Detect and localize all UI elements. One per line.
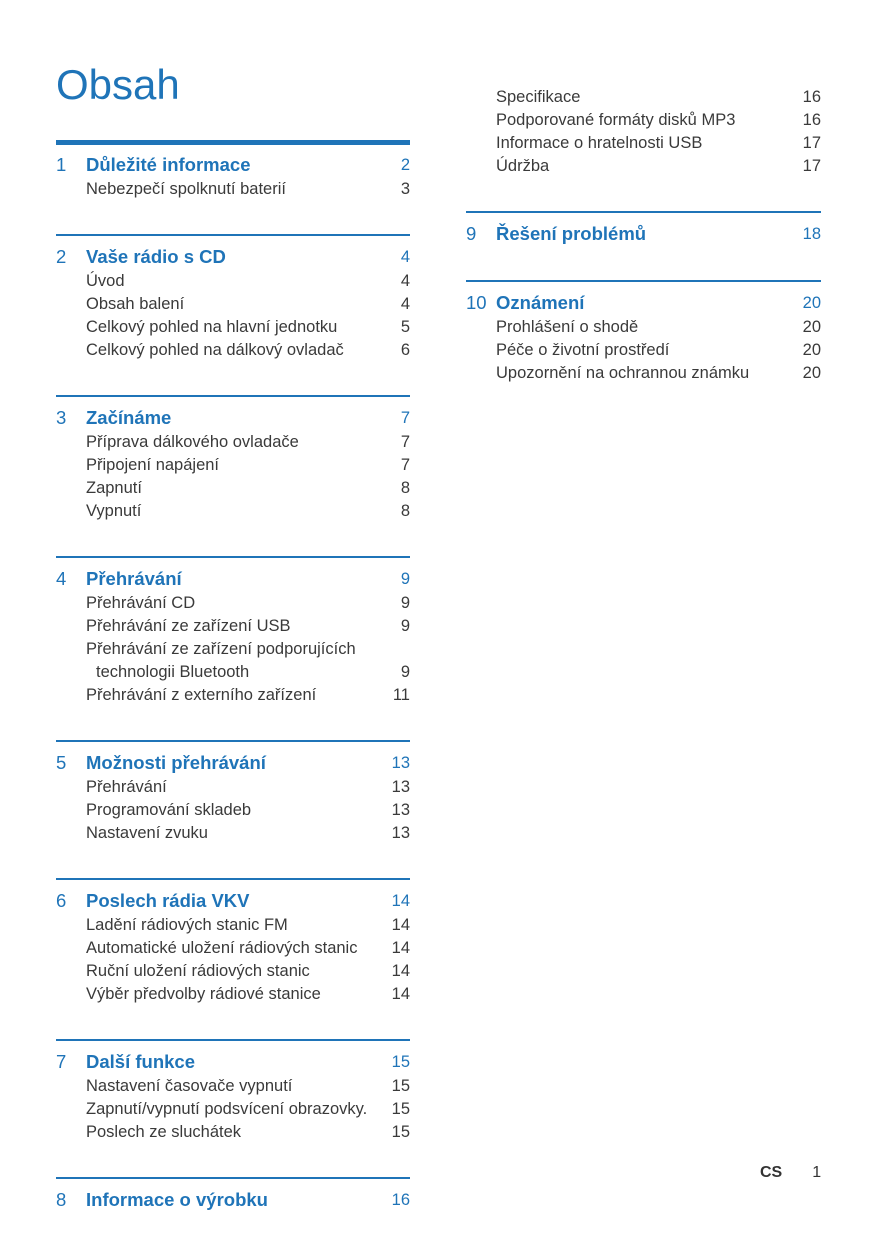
toc-entry-page: 11 <box>392 686 410 704</box>
chapter-title: Důležité informace <box>86 154 251 175</box>
toc-entry-label <box>86 592 376 615</box>
toc-entry-text: Údržba <box>496 157 550 175</box>
toc-entry-label <box>496 86 787 109</box>
toc-entry-label <box>86 178 376 201</box>
toc-entry-text: Ladění rádiových stanic FM <box>86 916 288 934</box>
toc-entry-page: 8 <box>400 479 410 497</box>
toc-entry-label <box>86 1121 376 1144</box>
toc-entry[interactable] <box>56 431 410 454</box>
toc-entry[interactable] <box>56 1098 410 1121</box>
toc-entry[interactable] <box>56 500 410 523</box>
toc-entry-page: 15 <box>391 1123 410 1141</box>
toc-chapter-heading[interactable] <box>56 750 410 776</box>
toc-section <box>56 878 410 1006</box>
chapter-page: 2 <box>400 156 410 174</box>
toc-entry-label <box>496 132 787 155</box>
chapter-title: Informace o výrobku <box>86 1189 268 1210</box>
toc-entry-label <box>496 362 787 385</box>
chapter-number: 5 <box>56 752 67 773</box>
toc-entry-page: 14 <box>391 962 410 980</box>
chapter-title: Poslech rádia VKV <box>86 890 250 911</box>
toc-entry-label <box>86 270 376 293</box>
toc-entry-label <box>86 615 376 638</box>
toc-entry-text: Zapnutí <box>86 479 142 497</box>
toc-chapter-heading[interactable] <box>56 888 410 914</box>
toc-entry-label <box>496 155 787 178</box>
toc-entry-page: 4 <box>400 295 410 313</box>
chapter-page: 15 <box>391 1053 410 1071</box>
toc-entry-page: 20 <box>802 341 821 359</box>
chapter-number: 9 <box>466 223 477 244</box>
toc-entry[interactable] <box>56 592 410 615</box>
page-title: Obsah <box>56 61 180 108</box>
toc-entry-text: Zapnutí/vypnutí podsvícení obrazovky. <box>86 1100 368 1118</box>
toc-entry-text: Přehrávání <box>86 778 167 796</box>
chapter-title: Další funkce <box>86 1051 195 1072</box>
chapter-page: 18 <box>802 225 821 243</box>
toc-section <box>466 280 821 385</box>
toc-section <box>56 140 410 201</box>
toc-entry[interactable] <box>56 293 410 316</box>
toc-entry-label <box>496 316 787 339</box>
toc-entry-page: 7 <box>400 456 410 474</box>
toc-entry-text: Podporované formáty disků MP3 <box>496 111 736 129</box>
toc-entry-text: Vypnutí <box>86 502 142 520</box>
toc-entry[interactable] <box>466 109 821 132</box>
chapter-page: 16 <box>391 1191 410 1209</box>
toc-entry-text: Programování skladeb <box>86 801 252 819</box>
toc-chapter-heading[interactable] <box>466 290 821 316</box>
toc-chapter-heading[interactable] <box>56 1187 410 1213</box>
toc-entry-page: 13 <box>391 778 410 796</box>
toc-entry-page: 15 <box>391 1100 410 1118</box>
toc-entry-label <box>86 638 376 684</box>
toc-entry-page: 3 <box>400 180 410 198</box>
chapter-page: 7 <box>400 409 410 427</box>
toc-chapter-heading[interactable] <box>56 244 410 270</box>
chapter-title: Oznámení <box>496 292 585 313</box>
chapter-number: 2 <box>56 246 67 267</box>
toc-right-column <box>466 86 821 418</box>
toc-section <box>466 211 821 247</box>
toc-entry[interactable] <box>56 1075 410 1098</box>
toc-entry-text: Celkový pohled na hlavní jednotku <box>86 318 338 336</box>
toc-entry-label <box>86 1075 376 1098</box>
chapter-page: 20 <box>802 294 821 312</box>
toc-entry-page: 15 <box>391 1077 410 1095</box>
toc-entry[interactable] <box>56 799 410 822</box>
toc-entry-label <box>496 339 787 362</box>
toc-entry-text: Přehrávání z externího zařízení <box>86 686 317 704</box>
chapter-page: 9 <box>400 570 410 588</box>
toc-entry-page: 4 <box>400 272 410 290</box>
toc-entry-text: Informace o hratelnosti USB <box>496 134 703 152</box>
toc-entry-label <box>86 454 376 477</box>
toc-entry-page: 8 <box>400 502 410 520</box>
toc-section <box>56 740 410 845</box>
toc-chapter-heading[interactable] <box>466 221 821 247</box>
chapter-number: 7 <box>56 1051 67 1072</box>
toc-entry[interactable] <box>466 362 821 385</box>
toc-chapter-heading[interactable] <box>56 405 410 431</box>
toc-entry-page: 6 <box>400 341 410 359</box>
toc-entry-text: Obsah balení <box>86 295 185 313</box>
toc-entry-label <box>86 914 376 937</box>
toc-entry-text: Připojení napájení <box>86 456 220 474</box>
toc-entry-text: Upozornění na ochrannou známku <box>496 364 750 382</box>
toc-entry-label <box>86 1098 376 1121</box>
toc-entry[interactable] <box>56 339 410 362</box>
toc-entry-text: Příprava dálkového ovladače <box>86 433 299 451</box>
toc-section <box>56 234 410 362</box>
toc-entry-page: 7 <box>400 433 410 451</box>
toc-entry-text: Nastavení časovače vypnutí <box>86 1077 293 1095</box>
chapter-number: 1 <box>56 154 67 175</box>
toc-entry-page: 20 <box>802 318 821 336</box>
toc-entry-label <box>496 109 787 132</box>
toc-entry[interactable] <box>56 960 410 983</box>
toc-chapter-heading[interactable] <box>56 1049 410 1075</box>
chapter-title: Přehrávání <box>86 568 182 589</box>
toc-entry-page: 9 <box>400 617 410 635</box>
toc-entry-label <box>86 776 376 799</box>
toc-entry-page: 16 <box>802 111 821 129</box>
chapter-page: 14 <box>391 892 410 910</box>
toc-entry-text: Úvod <box>86 272 125 290</box>
toc-entry[interactable] <box>466 155 821 178</box>
page-number: 1 <box>812 1164 822 1181</box>
toc-entry[interactable] <box>466 316 821 339</box>
toc-entry-label <box>86 799 376 822</box>
toc-entry-label <box>86 684 376 707</box>
toc-chapter-heading[interactable] <box>56 566 410 592</box>
toc-entry-page: 16 <box>802 88 821 106</box>
toc-left-column <box>56 140 410 1246</box>
toc-entry-text: Přehrávání CD <box>86 594 196 612</box>
toc-entry-label <box>86 431 376 454</box>
toc-entry[interactable] <box>56 1121 410 1144</box>
toc-entry-page: 14 <box>391 939 410 957</box>
chapter-number: 10 <box>466 292 487 313</box>
toc-entry-page: 5 <box>400 318 410 336</box>
chapter-number: 8 <box>56 1189 67 1210</box>
chapter-page: 13 <box>391 754 410 772</box>
toc-entry-page: 14 <box>391 916 410 934</box>
toc-entry-text: Celkový pohled na dálkový ovladač <box>86 341 344 359</box>
toc-entry-page: 9 <box>400 594 410 612</box>
toc-entry[interactable] <box>56 822 410 845</box>
toc-section-continuation <box>466 86 821 178</box>
toc-entry-label <box>86 293 376 316</box>
toc-entry-text: Nebezpečí spolknutí baterií <box>86 180 286 198</box>
toc-entry-text: Péče o životní prostředí <box>496 341 670 359</box>
toc-entry-text: Automatické uložení rádiových stanic <box>86 939 358 957</box>
toc-entry-label <box>86 316 376 339</box>
toc-section <box>56 1177 410 1213</box>
toc-entry-page: 13 <box>391 801 410 819</box>
toc-entry-label <box>86 822 376 845</box>
toc-section <box>56 395 410 523</box>
toc-entry[interactable] <box>466 339 821 362</box>
chapter-page: 4 <box>400 248 410 266</box>
toc-entry-text: Prohlášení o shodě <box>496 318 639 336</box>
toc-entry[interactable] <box>56 270 410 293</box>
chapter-number: 3 <box>56 407 67 428</box>
toc-entry[interactable] <box>466 132 821 155</box>
toc-entry-label <box>86 960 376 983</box>
toc-entry[interactable] <box>466 86 821 109</box>
chapter-title: Začínáme <box>86 407 172 428</box>
toc-entry-page: 17 <box>802 157 821 175</box>
toc-entry[interactable] <box>56 776 410 799</box>
toc-entry[interactable] <box>56 615 410 638</box>
language-code: CS <box>760 1164 783 1181</box>
chapter-number: 6 <box>56 890 67 911</box>
toc-entry-text: Výběr předvolby rádiové stanice <box>86 985 321 1003</box>
toc-entry[interactable] <box>56 454 410 477</box>
chapter-title: Možnosti přehrávání <box>86 752 266 773</box>
toc-entry-label <box>86 983 376 1006</box>
toc-entry-page: 9 <box>400 663 410 681</box>
toc-entry[interactable] <box>56 178 410 201</box>
toc-entry-text: Nastavení zvuku <box>86 824 208 842</box>
toc-entry[interactable] <box>56 316 410 339</box>
toc-chapter-heading[interactable] <box>56 152 410 178</box>
toc-section <box>56 1039 410 1144</box>
toc-entry-page: 14 <box>391 985 410 1003</box>
chapter-title: Vaše rádio s CD <box>86 246 226 267</box>
toc-entry-label <box>86 477 376 500</box>
toc-entry-page: 13 <box>391 824 410 842</box>
toc-entry[interactable] <box>56 983 410 1006</box>
toc-entry-text: Přehrávání ze zařízení USB <box>86 617 291 635</box>
toc-entry-label <box>86 500 376 523</box>
toc-entry-label <box>86 339 376 362</box>
toc-entry-text: Specifikace <box>496 88 581 106</box>
toc-section <box>56 556 410 707</box>
toc-entry[interactable] <box>56 937 410 960</box>
toc-entry-label <box>86 937 376 960</box>
toc-entry[interactable] <box>56 914 410 937</box>
toc-entry[interactable] <box>56 477 410 500</box>
toc-entry-text: Přehrávání ze zařízení podporujících <box>86 640 356 658</box>
toc-entry-text: Ruční uložení rádiových stanic <box>86 962 310 980</box>
page-footer <box>760 1164 821 1182</box>
chapter-title: Řešení problémů <box>496 223 647 244</box>
toc-entry-text-continued: technologii Bluetooth <box>96 663 250 681</box>
toc-entry-page: 20 <box>802 364 821 382</box>
chapter-number: 4 <box>56 568 67 589</box>
toc-entry-text: Poslech ze sluchátek <box>86 1123 242 1141</box>
toc-entry[interactable] <box>56 684 410 707</box>
toc-entry-page: 17 <box>802 134 821 152</box>
toc-entry[interactable] <box>56 638 410 684</box>
